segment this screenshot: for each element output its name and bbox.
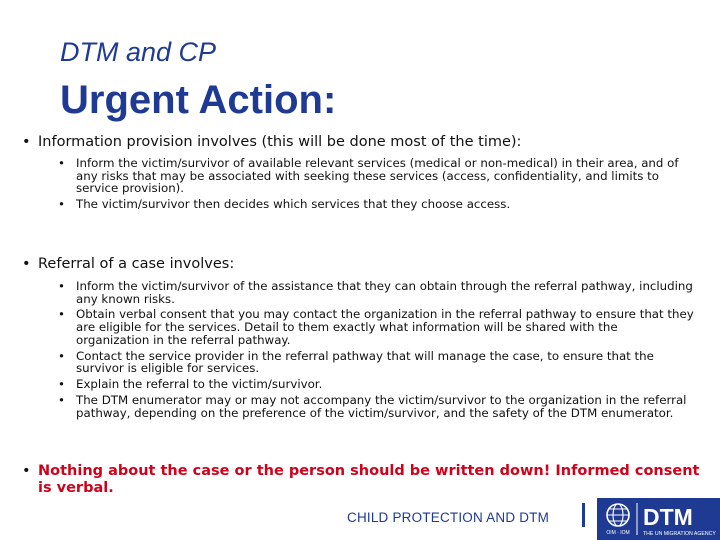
list-item <box>58 198 694 211</box>
bullet-icon: • <box>22 134 31 150</box>
referral-list <box>58 280 694 422</box>
list-item-text: Inform the victim/survivor of available relevant services (medical or non-medical) in their area, and of any risks that may be associated with seeking these services (access, confidentiality, and limits to service provision). <box>76 156 679 196</box>
bullet-icon: • <box>58 377 65 392</box>
bullet-icon: • <box>58 307 65 322</box>
section-heading-text: Information provision involves (this will be done most of the time): <box>38 134 522 150</box>
list-item-text: Explain the referral to the victim/survivor. <box>76 377 323 392</box>
list-item <box>58 350 694 375</box>
section-heading-information <box>22 134 702 151</box>
list-item-text: The victim/survivor then decides which services that they choose access. <box>76 197 511 212</box>
footer-divider <box>582 503 585 527</box>
slide-subtitle: DTM and CP <box>60 37 217 67</box>
list-item <box>58 378 694 391</box>
bullet-icon: • <box>58 279 65 293</box>
logo-caption: OIM · IOM <box>606 530 630 536</box>
section-heading-referral <box>22 256 702 273</box>
bullet-icon: • <box>58 197 65 212</box>
list-item <box>58 280 694 305</box>
iom-logo-icon <box>597 498 720 540</box>
list-item-text: Inform the victim/survivor of the assistance that they can obtain through the referral pathway, including any known risks. <box>76 279 693 306</box>
section-heading-text: Referral of a case involves: <box>38 256 235 272</box>
bullet-icon: • <box>22 463 31 479</box>
footer-label: CHILD PROTECTION AND DTM <box>347 510 550 525</box>
logo-subcaption: THE UN MIGRATION AGENCY <box>643 531 716 537</box>
list-item <box>58 308 694 346</box>
bullet-icon: • <box>58 392 65 407</box>
warning-note <box>22 463 702 496</box>
list-item-text: The DTM enumerator may or may not accompany the victim/survivor to the organization in the referral pathway, depending on the preference of the victim/survivor, and the safety of the DTM enumerator. <box>76 392 687 420</box>
slide-title: Urgent Action: <box>60 78 337 122</box>
bullet-icon: • <box>22 256 31 272</box>
list-item <box>58 394 694 419</box>
logo-text: DTM <box>643 504 693 530</box>
information-list <box>58 157 694 214</box>
warning-text: Nothing about the case or the person should be written down! Informed consent is verbal. <box>38 463 700 496</box>
list-item-text: Contact the service provider in the referral pathway that will manage the case, to ensure that the survivor is eligible for services. <box>76 348 654 376</box>
list-item-text: Obtain verbal consent that you may contact the organization in the referral pathway to ensure that they are eligible for the services. Detail to them exactly what information will be shared with the organization in the referral pathway. <box>76 307 694 347</box>
bullet-icon: • <box>58 348 65 363</box>
bullet-icon: • <box>58 156 65 170</box>
list-item <box>58 157 694 195</box>
